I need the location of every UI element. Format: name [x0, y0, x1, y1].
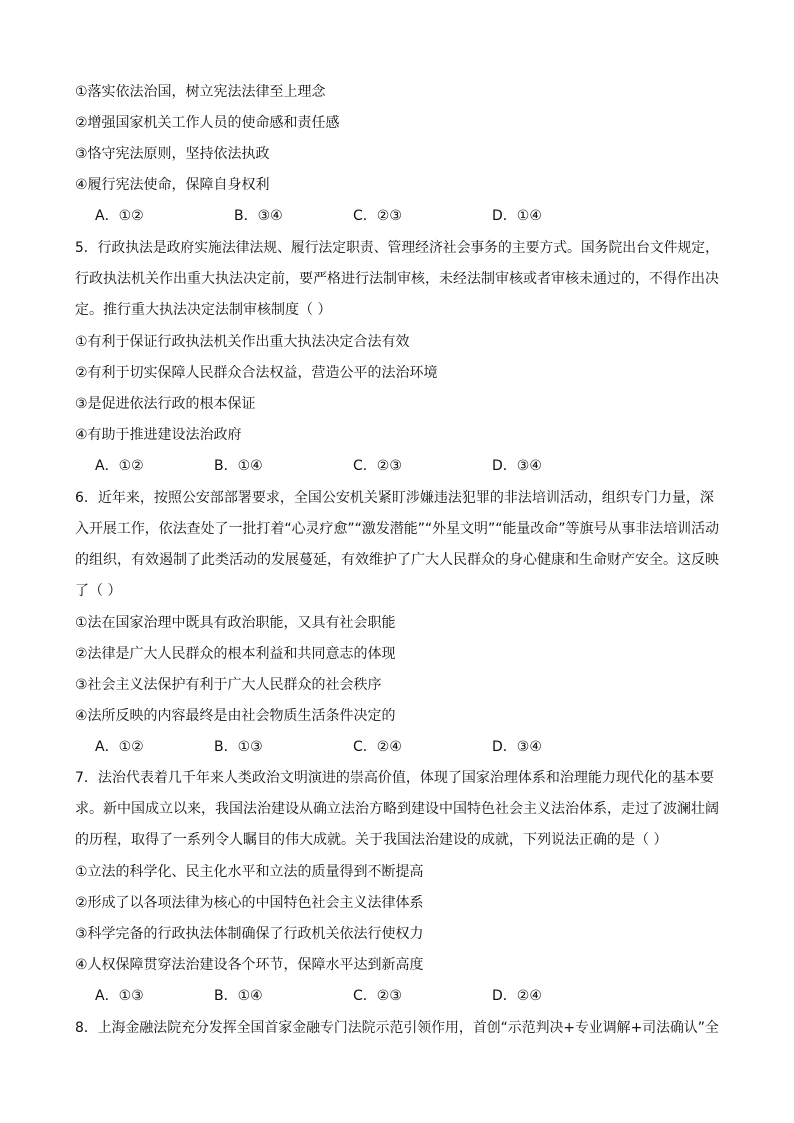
q7-stem-line-1: 7．法治代表着几千年来人类政治文明演进的崇高价值，体现了国家治理体系和治理能力现代化的基本要 — [75, 770, 714, 786]
q5-option-a[interactable]: A．①② — [95, 458, 144, 474]
q4-options — [95, 206, 655, 226]
q4-option-a[interactable]: A．①② — [95, 208, 144, 224]
q6-stem-line-4: 了（ ） — [75, 583, 122, 599]
q8-stem-line-1: 8．上海金融法院充分发挥全国首家金融专门法院示范引领作用，首创“示范判决+专业调解+司法确认”全 — [75, 1020, 719, 1036]
q6-option-a[interactable]: A．①② — [95, 739, 144, 755]
q7-option-a[interactable]: A．①③ — [95, 988, 144, 1004]
q4-item-2: ②增强国家机关工作人员的使命感和责任感 — [75, 115, 340, 131]
q6-item-1: ①法在国家治理中既具有政治职能，又具有社会职能 — [75, 615, 396, 631]
q5-stem-line-2: 行政执法机关作出重大执法决定前，要严格进行法制审核，未经法制审核或者审核未通过的，不得作出决 — [75, 271, 719, 287]
q5-stem-line-3: 定。推行重大执法决定法制审核制度（ ） — [75, 302, 332, 318]
q7-item-2: ②形成了以各项法律为核心的中国特色社会主义法律体系 — [75, 895, 424, 911]
q6-option-b[interactable]: B．①③ — [214, 739, 263, 755]
q4-item-4: ④履行宪法使命，保障自身权利 — [75, 177, 270, 193]
q4-item-1: ①落实依法治国，树立宪法法律至上理念 — [75, 84, 326, 100]
q7-options — [95, 986, 655, 1006]
q7-stem-line-3: 的历程，取得了一系列令人瞩目的伟大成就。关于我国法治建设的成就，下列说法正确的是（ ） — [75, 832, 668, 848]
q6-item-4: ④法所反映的内容最终是由社会物质生活条件决定的 — [75, 708, 396, 724]
q4-option-c[interactable]: C．②③ — [353, 208, 402, 224]
q7-item-1: ①立法的科学化、民主化水平和立法的质量得到不断提高 — [75, 864, 424, 880]
q5-option-d[interactable]: D．③④ — [492, 458, 542, 474]
q4-option-b[interactable]: B．③④ — [234, 208, 283, 224]
q5-item-4: ④有助于推进建设法治政府 — [75, 427, 242, 443]
q5-option-c[interactable]: C．②③ — [353, 458, 402, 474]
q4-option-d[interactable]: D．①④ — [492, 208, 542, 224]
q5-item-2: ②有利于切实保障人民群众合法权益，营造公平的法治环境 — [75, 365, 438, 381]
q6-option-c[interactable]: C．②④ — [353, 739, 402, 755]
q5-item-1: ①有利于保证行政执法机关作出重大执法决定合法有效 — [75, 334, 410, 350]
q5-stem-line-1: 5．行政执法是政府实施法律法规、履行法定职责、管理经济社会事务的主要方式。国务院出台文件规定， — [75, 240, 719, 256]
q5-options — [95, 456, 655, 476]
q6-item-3: ③社会主义法保护有利于广大人民群众的社会秩序 — [75, 677, 382, 693]
q4-item-3: ③恪守宪法原则，坚持依法执政 — [75, 146, 270, 162]
q5-option-b[interactable]: B．①④ — [214, 458, 263, 474]
q7-option-b[interactable]: B．①④ — [214, 988, 263, 1004]
q7-option-d[interactable]: D．②④ — [492, 988, 542, 1004]
q6-stem-line-3: 的组织，有效遏制了此类活动的发展蔓延，有效维护了广大人民群众的身心健康和生命财产安全。这反映 — [75, 552, 719, 568]
q7-option-c[interactable]: C．②③ — [353, 988, 402, 1004]
q6-stem-line-2: 入开展工作，依法查处了一批打着“心灵疗愈”“激发潜能”“外星文明”“能量改命”等旗号从事非法培训活动 — [75, 521, 720, 537]
q6-stem-line-1: 6．近年来，按照公安部部署要求，全国公安机关紧盯涉嫌违法犯罪的非法培训活动，组织专门力量，深 — [75, 490, 714, 506]
q6-options — [95, 737, 655, 757]
q6-option-d[interactable]: D．③④ — [492, 739, 542, 755]
q5-item-3: ③是促进依法行政的根本保证 — [75, 396, 256, 412]
q7-item-4: ④人权保障贯穿法治建设各个环节，保障水平达到新高度 — [75, 957, 424, 973]
q6-item-2: ②法律是广大人民群众的根本利益和共同意志的体现 — [75, 646, 396, 662]
q7-item-3: ③科学完备的行政执法体制确保了行政机关依法行使权力 — [75, 926, 424, 942]
q7-stem-line-2: 求。新中国成立以来，我国法治建设从确立法治方略到建设中国特色社会主义法治体系，走过了波澜壮阔 — [75, 801, 719, 817]
